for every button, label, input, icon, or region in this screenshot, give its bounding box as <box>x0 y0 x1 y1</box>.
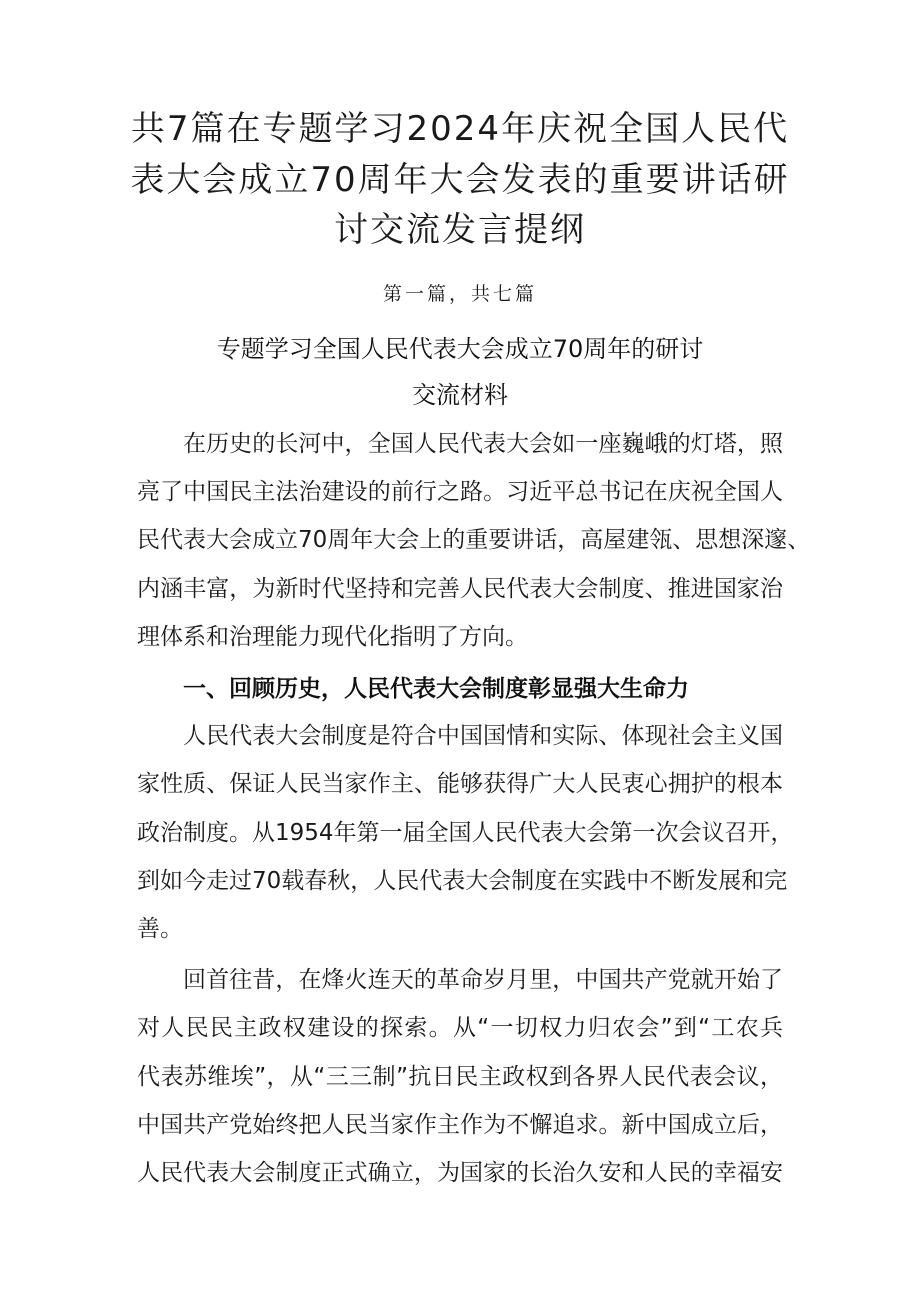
paragraph-line: 家性质、保证人民当家作主、能够获得广大人民衷心拥护的根本 <box>137 771 783 797</box>
document-subtitle: 第一篇，共七篇 <box>382 283 537 305</box>
paragraph-line: 人民代表大会制度正式确立，为国家的长治久安和人民的幸福安 <box>137 1160 783 1186</box>
article-heading-line-1: 专题学习全国人民代表大会成立70周年的研讨 <box>216 335 704 363</box>
paragraph-line: 人民代表大会制度是符合中国国情和实际、体现社会主义国 <box>183 723 783 749</box>
article-heading-line-2: 交流材料 <box>412 381 508 409</box>
paragraph-line: 回首往昔，在烽火连天的革命岁月里，中国共产党就开始了 <box>183 967 783 993</box>
paragraph-line: 代表苏维埃”，从“三三制”抗日民主政权到各界人民代表会议， <box>137 1064 783 1090</box>
title-line-2: 表大会成立70周年大会发表的重要讲话研 <box>130 160 790 200</box>
paragraph-line: 内涵丰富，为新时代坚持和完善人民代表大会制度、推进国家治 <box>137 576 783 602</box>
paragraph-line: 到如今走过70载春秋，人民代表大会制度在实践中不断发展和完 <box>137 868 788 894</box>
section-heading: 一、回顾历史，人民代表大会制度彰显强大生命力 <box>183 676 689 702</box>
title-line-1: 共7篇在专题学习2024年庆祝全国人民代 <box>130 109 790 149</box>
title-line-3: 讨交流发言提纲 <box>334 210 586 250</box>
paragraph-line: 理体系和治理能力现代化指明了方向。 <box>137 624 528 650</box>
paragraph-line: 对人民民主政权建设的探索。从“一切权力归农会”到“工农兵 <box>137 1015 783 1041</box>
paragraph-line: 民代表大会成立70周年大会上的重要讲话，高屋建瓴、思想深邃、 <box>137 527 811 553</box>
paragraph-line: 中国共产党始终把人民当家作主作为不懈追求。新中国成立后， <box>137 1112 783 1138</box>
paragraph-line: 在历史的长河中，全国人民代表大会如一座巍峨的灯塔，照 <box>183 431 783 457</box>
paragraph-line: 善。 <box>137 916 183 942</box>
paragraph-line: 政治制度。从1954年第一届全国人民代表大会第一次会议召开， <box>137 820 794 846</box>
paragraph-line: 亮了中国民主法治建设的前行之路。习近平总书记在庆祝全国人 <box>137 479 783 505</box>
